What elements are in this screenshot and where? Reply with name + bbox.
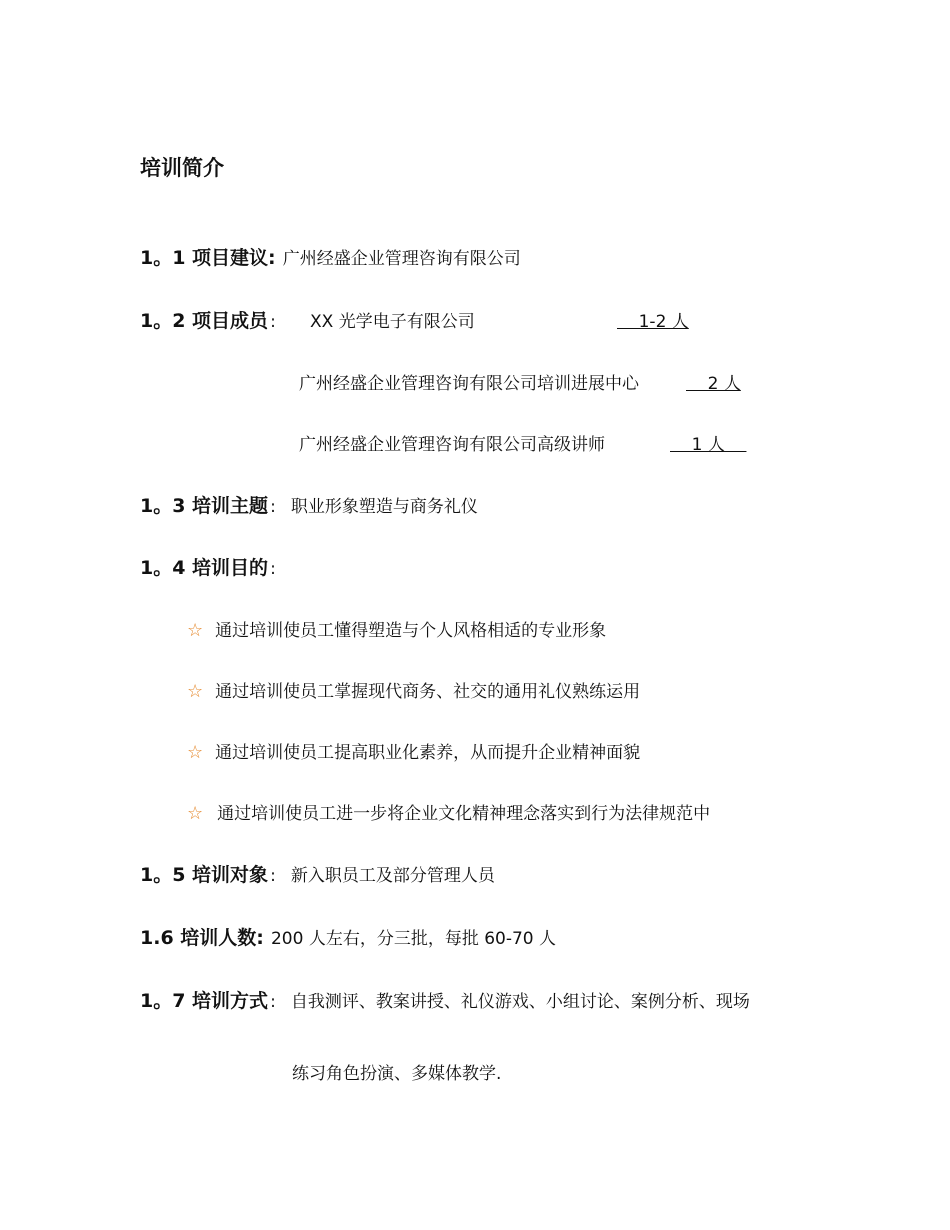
objective-text-4: 通过培训使员工进一步将企业文化精神理念落实到行为法律规范中 [217,804,711,824]
objective-item-2 [187,681,640,703]
item-1-4-colon: : [270,559,276,579]
item-1-5-label: 1。5 培训对象 [140,864,269,886]
objective-text-1: 通过培训使员工懂得塑造与个人风格相适的专业形象 [215,621,607,641]
star-icon: ☆ [187,681,204,702]
member-name-1: XX 光学电子有限公司 [310,312,475,332]
member-count-1 [617,312,689,332]
item-1-5-colon: : [270,866,276,886]
objective-text-2: 通过培训使员工掌握现代商务、社交的通用礼仪熟练运用 [215,682,641,702]
item-1-1 [140,247,521,270]
member-count-3 [670,435,746,455]
item-1-3-value: 职业形象塑造与商务礼仪 [290,497,478,517]
member-count-2 [686,374,741,394]
member-name-3: 广州经盛企业管理咨询有限公司高级讲师 [299,435,605,455]
item-1-2-label: 1。2 项目成员 [140,310,269,332]
member-count-2-text: 2 人 [686,374,741,394]
item-1-7-value-line2: 练习角色扮演、多媒体教学. [292,1064,502,1084]
item-1-5 [140,864,495,887]
item-1-4-label: 1。4 培训目的 [140,557,269,579]
doc-title: 培训简介 [140,156,224,180]
item-1-7-label: 1。7 培训方式 [140,990,269,1012]
item-1-3 [140,495,478,518]
star-icon: ☆ [187,742,204,763]
item-1-6 [140,927,556,950]
star-icon: ☆ [187,620,204,641]
objective-item-1 [187,620,606,642]
item-1-6-label: 1.6 培训人数: [140,927,264,949]
item-1-2 [140,310,276,333]
member-count-3-text: 1 人 [670,435,747,455]
star-icon: ☆ [187,803,204,824]
item-1-4 [140,557,276,580]
objective-text-3: 通过培训使员工提高职业化素养，从而提升企业精神面貌 [215,743,641,763]
item-1-2-colon: : [270,312,276,332]
item-1-7 [140,990,750,1013]
member-count-1-text: 1-2 人 [617,312,689,332]
item-1-1-value: 广州经盛企业管理咨询有限公司 [282,249,521,269]
item-1-1-label: 1。1 项目建议: [140,247,276,269]
objective-item-3 [187,742,640,764]
objective-item-4 [187,803,710,825]
item-1-5-value: 新入职员工及部分管理人员 [290,866,495,886]
item-1-6-value: 200 人左右，分三批，每批 60-70 人 [270,929,557,949]
member-name-2: 广州经盛企业管理咨询有限公司培训进展中心 [299,374,639,394]
item-1-3-label: 1。3 培训主题 [140,495,269,517]
item-1-3-colon: : [270,497,276,517]
item-1-7-colon: : [270,992,276,1012]
item-1-7-value-line1: 自我测评、教案讲授、礼仪游戏、小组讨论、案例分析、现场 [290,992,750,1012]
